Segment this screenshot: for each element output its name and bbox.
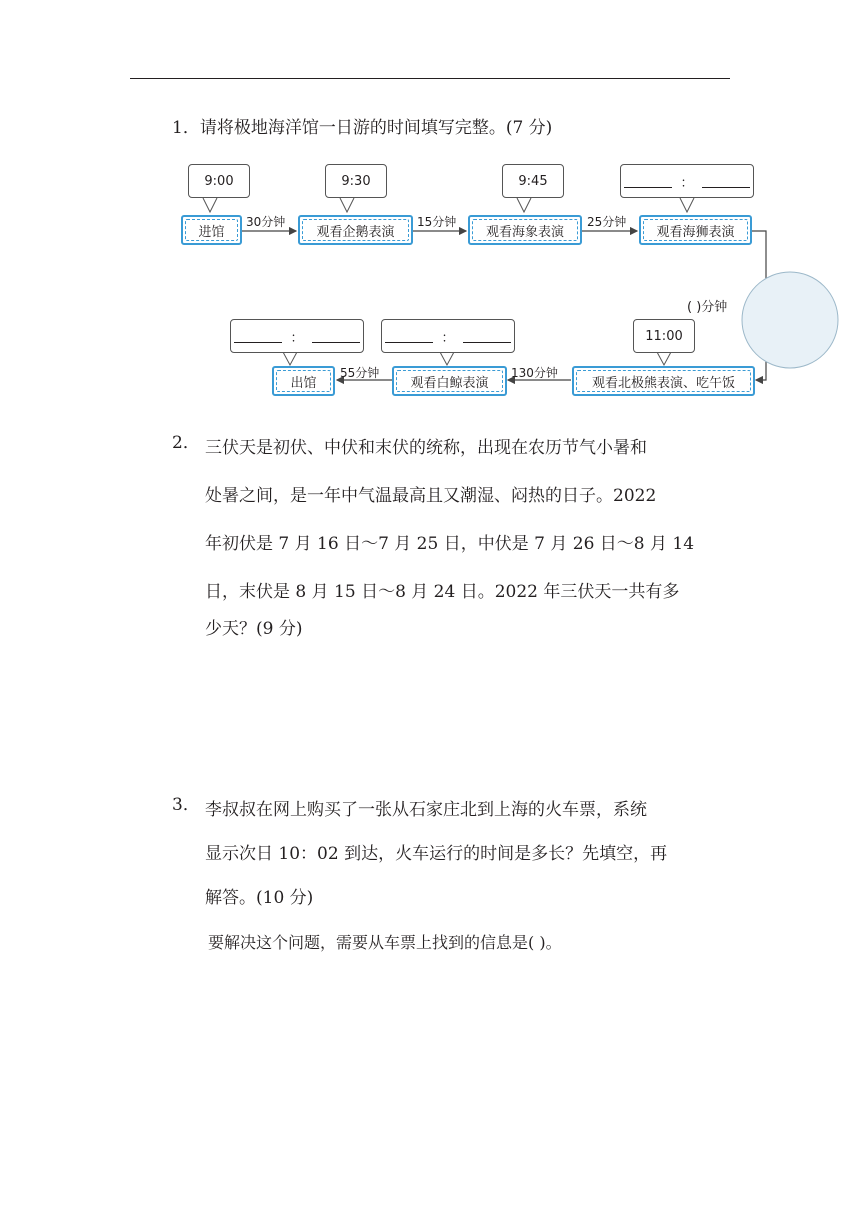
step-beluga-show: 观看白鲸表演 xyxy=(392,366,507,396)
question-3-line-1: 李叔叔在网上购买了一张从石家庄北到上海的火车票，系统 xyxy=(205,800,647,820)
arrow-label-2: 15分钟 xyxy=(417,215,457,229)
question-3-line-3: 解答。(10 分) xyxy=(205,888,314,908)
arrow-label-4: 55分钟 xyxy=(340,366,380,380)
question-2-line-2: 处暑之间，是一年中气温最高且又潮湿、闷热的日子。2022 xyxy=(205,486,657,506)
step-polarbear-lunch: 观看北极熊表演、吃午饭 xyxy=(572,366,755,396)
flowchart-connectors xyxy=(0,0,860,420)
question-3-number: 3． xyxy=(172,795,200,815)
time-bubble-blank-4[interactable]: ： xyxy=(620,164,754,198)
step-sealion-show: 观看海狮表演 xyxy=(639,215,752,245)
question-2-line-3: 年初伏是 7 月 16 日～7 月 25 日，中伏是 7 月 26 日～8 月 14 xyxy=(205,534,695,554)
step-penguin-show: 观看企鹅表演 xyxy=(298,215,413,245)
time-bubble-blank-beluga[interactable]: ： xyxy=(381,319,515,353)
gap-duration-blank[interactable]: ( )分钟 xyxy=(687,300,728,315)
question-2-line-1: 三伏天是初伏、中伏和末伏的统称，出现在农历节气小暑和 xyxy=(205,438,647,458)
step-walrus-show: 观看海象表演 xyxy=(468,215,582,245)
arrow-label-3: 25分钟 xyxy=(587,215,627,229)
step-exit: 出馆 xyxy=(272,366,335,396)
question-1-text: 请将极地海洋馆一日游的时间填写完整。(7 分) xyxy=(199,118,553,138)
time-bubble-1: 9:00 xyxy=(188,164,250,198)
globe-decoration xyxy=(742,272,838,368)
time-bubble-3: 9:45 xyxy=(502,164,564,198)
arrow-label-1: 30分钟 xyxy=(246,215,286,229)
question-3-fill-prompt[interactable]: 要解决这个问题，需要从车票上找到的信息是( )。 xyxy=(208,933,562,952)
arrow-label-5: 130分钟 xyxy=(511,366,558,380)
question-2-number: 2． xyxy=(172,433,200,453)
time-bubble-blank-exit[interactable]: ： xyxy=(230,319,364,353)
question-3-line-2: 显示次日 10：02 到达，火车运行的时间是多长？先填空，再 xyxy=(205,844,668,864)
question-2-line-5: 少天？(9 分) xyxy=(205,619,303,639)
step-enter: 进馆 xyxy=(181,215,242,245)
time-bubble-polarbear: 11:00 xyxy=(633,319,695,353)
time-bubble-2: 9:30 xyxy=(325,164,387,198)
question-1-number: 1． xyxy=(172,118,200,138)
question-2-line-4: 日，末伏是 8 月 15 日～8 月 24 日。2022 年三伏天一共有多 xyxy=(205,582,680,602)
